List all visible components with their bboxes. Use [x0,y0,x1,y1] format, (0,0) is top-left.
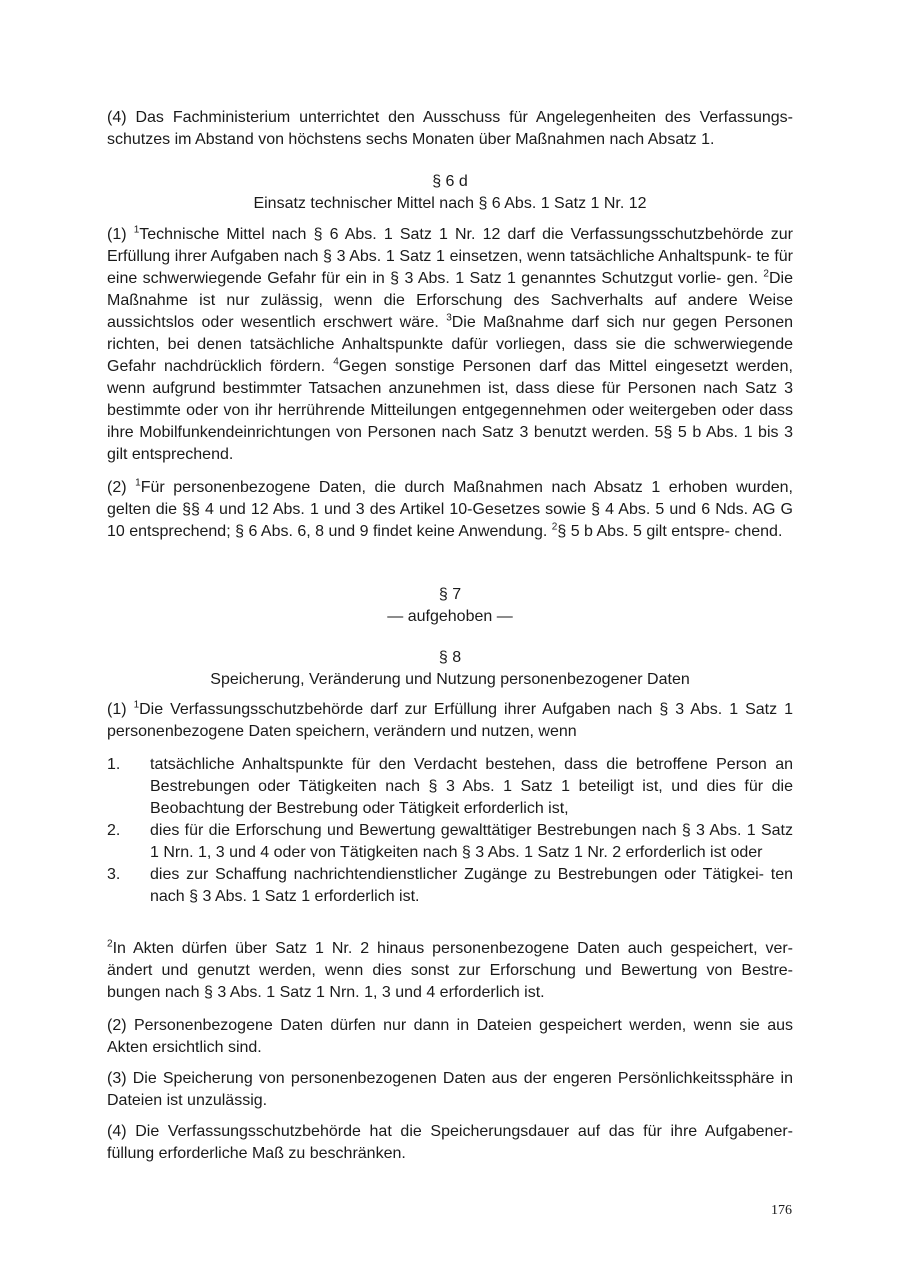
paragraph-label: (1) [107,701,127,718]
section-6c-paragraph-4: (4) Das Fachministerium unterrichtet den Ausschuss für Angelegenheiten des Verfassungs- schutzes im Abstand von höchstens sechs Monaten über Maßnahmen nach Absatz 1. [107,109,793,148]
sentence-1: Für personenbezogene Daten, die durch Maßnahmen nach Absatz 1 erhoben wurden, gelten die §§ 4 und 12 Abs. 1 und 3 des Artikel 10-Gesetzes sowie § 4 Abs. 5 und 6 Nds. AG G 10 entsprechend; § 6 Abs. 6, 8 und 9 findet keine Anwendung. [107,479,794,540]
section-8-title: Speicherung, Veränderung und Nutzung personenbezogener Daten [210,671,690,688]
section-7-status: — aufgehoben — [387,608,513,625]
list-item [107,820,793,864]
list-item-number: 1. [107,756,121,773]
list-item [107,754,793,820]
list-item-text: dies für die Erforschung und Bewertung gewalttätiger Bestrebungen nach § 3 Abs. 1 Satz 1 Nrn. 1, 3 und 4 oder von Tätigkeiten nach § 3 Abs. 1 Satz 1 Nr. 2 erforderlich ist oder [150,822,793,861]
section-8-number: § 8 [438,649,462,666]
sentence-4: Gegen sonstige Personen darf das Mittel eingesetzt werden, wenn aufgrund bestimmter Tatsachen anzunehmen ist, dass diese für Personen nach Satz 3 bestimmte oder von ihr herrührende Mitteilungen entgegennehmen oder weitergeben oder dass ihre Mobilfunkendeinrichtungen von Personen nach Satz 3 benutzt werden. 5§ 5 b Abs. 1 bis 3 gilt entsprechend. [107,358,793,463]
section-8-paragraph-1-sentence-2: $^2$In Akten dürfen über Satz 1 Nr. 2 hinaus personenbezogene Daten auch gespeichert, ver- ändert und genutzt werden, wenn dies sonst zur Erforschung und Bewertung von Bestre- bungen nach § 3 Abs. 1 Satz 1 Nrn. 1, 3 und 4 erforderlich ist. [107,938,793,1001]
section-8-paragraph-2: (2) Personenbezogene Daten dürfen nur dann in Dateien gespeichert werden, wenn sie aus Akten ersichtlich sind. [107,1017,793,1056]
section-6d-number: § 6 d [432,173,468,190]
page-number: 176 [771,1203,792,1218]
list-item-number: 2. [107,822,121,839]
list-item-number: 3. [107,866,121,883]
section-6d-paragraph-1: (1) $^1$Technische Mittel nach § 6 Abs. 1 Satz 1 Nr. 12 darf die Verfassungsschutzbehörde zur Erfüllung ihrer Aufgaben nach § 3 Abs. 1 Satz 1 einsetzen, wenn tatsächliche Anhaltspunk- te für eine schwerwiegende Gefahr für ein in § 3 Abs. 1 Satz 1 genanntes Schutzgut vorlie- gen. $^2$Die Maßnahme ist nur zulässig, wenn die Erforschung des Sachverhalts auf andere Weise aussichtslos oder wesentlich erschwert wäre. $^3$Die Maßnahme darf sich nur gegen Personen richten, bei denen tatsächliche Anhaltspunkte dafür vorliegen, dass sie die schwerwiegende Gefahr nachdrücklich fördern. $^4$Gegen sonstige Personen darf das Mittel eingesetzt werden, wenn aufgrund bestimmter Tatsachen anzunehmen ist, dass diese für Personen nach Satz 3 bestimmte oder von ihr herrührende Mitteilungen entgegennehmen oder weitergeben oder dass ihre Mobilfunkendeinrichtungen von Personen nach Satz 3 benutzt werden. 5§ 5 b Abs. 1 bis 3 gilt entsprechend. [107,224,793,463]
paragraph-label: (2) [107,479,127,496]
section-6d-title: Einsatz technischer Mittel nach § 6 Abs. 1 Satz 1 Nr. 12 [253,195,647,212]
section-8-paragraph-3: (3) Die Speicherung von personenbezogenen Daten aus der engeren Persönlichkeitssphäre in Dateien ist unzulässig. [107,1070,793,1109]
sentence-2: Die Maßnahme ist nur zulässig, wenn die Erforschung des Sachverhalts auf andere Weise aussichtslos oder wesentlich erschwert wäre. [107,270,793,331]
section-8-list [107,754,793,908]
section-7-number: § 7 [438,586,462,603]
list-item-text: tatsächliche Anhaltspunkte für den Verdacht bestehen, dass die betroffene Person an Bestrebungen oder Tätigkeiten nach § 3 Abs. 1 Satz 1 beteiligt ist, und dies für die Beobachtung der Bestrebung oder Tätigkeit erforderlich ist, [150,756,793,817]
section-8-paragraph-4: (4) Die Verfassungsschutzbehörde hat die Speicherungsdauer auf das für ihre Aufgabener- füllung erforderliche Maß zu beschränken. [107,1123,793,1162]
sentence-1: Technische Mittel nach § 6 Abs. 1 Satz 1 Nr. 12 darf die Verfassungsschutzbehörde zur Erfüllung ihrer Aufgaben nach § 3 Abs. 1 Satz 1 einsetzen, wenn tatsächliche Anhaltspunk- te für eine schwerwiegende Gefahr für ein in § 3 Abs. 1 Satz 1 genanntes Schutzgut vorlie- gen. [107,226,793,287]
sentence-2: § 5 b Abs. 5 gilt entspre- chend. [557,523,783,540]
section-8-paragraph-1: (1) $^1$Die Verfassungsschutzbehörde darf zur Erfüllung ihrer Aufgaben nach § 3 Abs. 1 Satz 1 personenbezogene Daten speichern, verändern und nutzen, wenn [107,699,794,740]
sentence-3: Die Maßnahme darf sich nur gegen Personen richten, bei denen tatsächliche Anhaltspunkte dafür vorliegen, dass sie die schwerwiegende Gefahr nachdrücklich fördern. [107,314,793,375]
intro-sentence: Die Verfassungsschutzbehörde darf zur Erfüllung ihrer Aufgaben nach § 3 Abs. 1 Satz 1 personenbezogene Daten speichern, verändern und nutzen, wenn [107,701,794,740]
paragraph-label: (1) [107,226,127,243]
list-item [107,864,793,908]
section-6d-paragraph-2: (2) $^1$Für personenbezogene Daten, die durch Maßnahmen nach Absatz 1 erhoben wurden, gelten die §§ 4 und 12 Abs. 1 und 3 des Artikel 10-Gesetzes sowie § 4 Abs. 5 und 6 Nds. AG G 10 entsprechend; § 6 Abs. 6, 8 und 9 findet keine Anwendung. $^2$§ 5 b Abs. 5 gilt entspre- chend. [107,477,794,540]
list-item-text: dies zur Schaffung nachrichtendienstlicher Zugänge zu Bestrebungen oder Tätigkei- ten nach § 3 Abs. 1 Satz 1 erforderlich ist. [150,866,793,905]
